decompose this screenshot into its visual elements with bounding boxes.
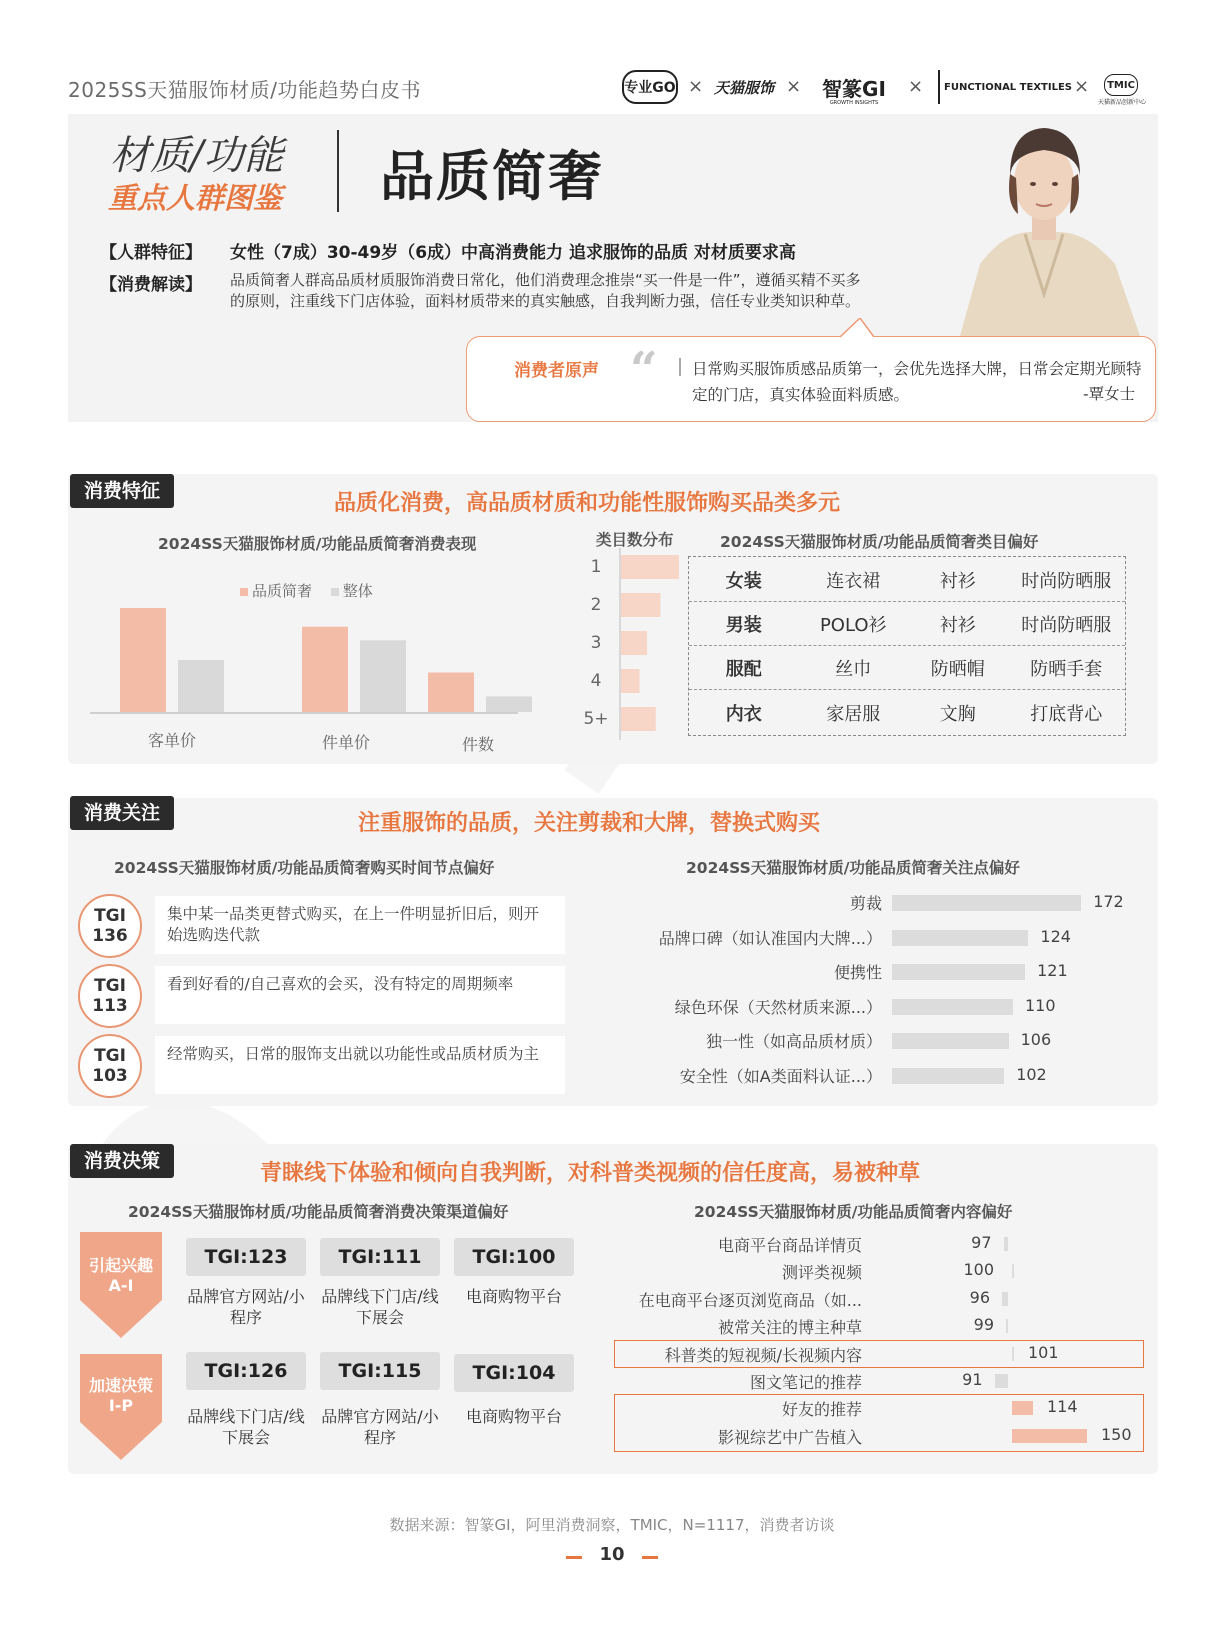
tgi-badge <box>78 894 142 958</box>
table-cell: 男装 <box>725 614 762 636</box>
logo-tmic-caption: 天猫新品创新中心 <box>1097 98 1146 106</box>
category-count-title: 类目数分布 <box>596 531 674 549</box>
table-cell: 防晒手套 <box>1030 658 1103 680</box>
reading-text: 品质简奢人群高品质材质服饰消费日常化，他们消费理念推崇“买一件是一件”，遵循买精不买多的原则，注重线下门店体验，面料材质带来的真实触感，自我判断力强，信任专业类知识种草。 <box>230 271 861 310</box>
timing-item: 看到好看的/自己喜欢的会买，没有特定的周期频率 <box>155 966 565 1024</box>
section-headline-features: 品质化消费，高品质材质和功能性服饰购买品类多元 <box>334 491 841 516</box>
content-label: 好友的推荐 <box>781 1400 862 1420</box>
table-row <box>689 690 1125 735</box>
logo-tmic: TMIC <box>1104 74 1138 96</box>
table-row <box>689 601 1125 646</box>
x-label-item-price: 件单价 <box>322 733 371 752</box>
focus-label: 便携性 <box>833 963 882 982</box>
channel-tgi: TGI:123 <box>186 1238 306 1276</box>
count-bar <box>621 669 640 693</box>
count-label: 5+ <box>583 709 609 729</box>
content-label: 科普类的短视频/长视频内容 <box>664 1345 862 1365</box>
content-value: 99 <box>973 1315 994 1335</box>
purchase-timing-title: 2024SS天猫服饰材质/功能品质简奢购买时间节点偏好 <box>114 859 495 877</box>
channel-label: 品牌官方网站/小程序 <box>321 1407 439 1447</box>
section-tag-focus: 消费关注 <box>70 796 174 830</box>
focus-bar <box>892 895 1081 911</box>
content-label: 被常关注的博主种草 <box>717 1318 862 1338</box>
table-cell: 衬衫 <box>939 570 976 592</box>
section-headline-decision: 青睐线下体验和倾向自我判断，对科普类视频的信任度高，易被种草 <box>260 1161 921 1186</box>
stage-label-interest <box>80 1256 162 1296</box>
hero-subtitle: 重点人群图鉴 <box>108 181 283 215</box>
logo-growth-insights: GROWTH INSIGHTS <box>829 100 879 106</box>
timing-item: 集中某一品类更替式购买，在上一件明显折旧后，则开始选购迭代款 <box>155 896 565 954</box>
bar-persona <box>428 672 474 712</box>
content-label: 图文笔记的推荐 <box>749 1373 862 1392</box>
channel-tgi: TGI:104 <box>454 1354 574 1392</box>
category-pref-title: 2024SS天猫服饰材质/功能品质简奢类目偏好 <box>720 533 1039 551</box>
content-bar <box>995 1374 1009 1388</box>
table-row <box>689 557 1125 602</box>
legend-swatch-persona <box>240 588 248 596</box>
channel-tgi: TGI:115 <box>320 1352 440 1390</box>
tgi-value: 103 <box>92 1066 128 1086</box>
logo-zhuanye: 专业GO <box>622 70 678 104</box>
logo-separator: × <box>786 76 802 97</box>
legend-swatch-overall <box>331 588 339 596</box>
tgi-label: TGI <box>94 1046 126 1066</box>
content-value: 101 <box>1028 1342 1059 1362</box>
hero-divider <box>337 130 339 212</box>
table-cell: 文胸 <box>939 703 976 725</box>
spend-performance-chart <box>90 600 550 726</box>
focus-bar <box>892 1033 1009 1049</box>
content-value: 100 <box>963 1260 994 1280</box>
table-cell: 打底背心 <box>1030 703 1103 725</box>
content-label: 影视综艺中广告植入 <box>717 1427 862 1447</box>
focus-label: 绿色环保（天然材质来源...） <box>674 997 882 1017</box>
tgi-label: TGI <box>94 906 126 926</box>
content-label: 电商平台商品详情页 <box>717 1236 862 1255</box>
document-title: 2025SS天猫服饰材质/功能趋势白皮书 <box>68 78 422 102</box>
traits-text: 女性（7成）30-49岁（6成）中高消费能力 追求服饰的品质 对材质要求高 <box>230 243 796 263</box>
content-value: 97 <box>971 1233 992 1252</box>
count-bar <box>621 555 679 579</box>
section-tag-features: 消费特征 <box>70 474 174 508</box>
content-value: 96 <box>969 1287 990 1307</box>
bar-overall <box>178 660 224 712</box>
focus-value: 172 <box>1093 892 1124 911</box>
data-source-note: 数据来源：智篆GI，阿里消费洞察，TMIC，N=1117，消费者访谈 <box>389 1516 835 1534</box>
tgi-value: 136 <box>92 926 128 946</box>
timing-item: 经常购买，日常的服饰支出就以功能性或品质材质为主 <box>155 1036 565 1094</box>
table-cell: 连衣裙 <box>826 570 881 592</box>
stage-title: 加速决策 <box>88 1376 153 1395</box>
tgi-badge <box>78 964 142 1028</box>
focus-chart-title: 2024SS天猫服饰材质/功能品质简奢关注点偏好 <box>686 859 1020 877</box>
table-cell: 女装 <box>725 570 762 592</box>
stage-title: 引起兴趣 <box>88 1256 153 1275</box>
count-bar <box>621 707 656 731</box>
chart-legend <box>240 580 373 601</box>
table-cell: POLO衫 <box>819 614 887 636</box>
bar-persona <box>120 608 166 712</box>
count-bar <box>621 631 647 655</box>
focus-label: 安全性（如A类面料认证...） <box>679 1066 882 1086</box>
highlight-box-friend-ads <box>614 1394 1144 1452</box>
channel-label: 电商购物平台 <box>465 1407 562 1426</box>
logo-tmall-fashion: 天猫服饰 <box>713 78 774 97</box>
bar-persona <box>302 627 348 712</box>
tgi-value: 113 <box>92 996 128 1016</box>
focus-value: 102 <box>1016 1064 1047 1084</box>
table-cell: 时尚防晒服 <box>1021 570 1112 592</box>
quote-pointer <box>840 318 880 340</box>
count-label: 2 <box>590 595 602 615</box>
content-value: 114 <box>1047 1397 1078 1417</box>
logo-separator: × <box>1074 76 1090 97</box>
content-label: 在电商平台逐页浏览商品（如... <box>638 1290 862 1310</box>
persona-name: 品质简奢 <box>380 145 604 208</box>
table-cell: 时尚防晒服 <box>1021 614 1112 636</box>
content-bar <box>1012 1264 1014 1278</box>
quote-author: -覃女士 <box>1083 385 1136 403</box>
tgi-badge <box>78 1034 142 1098</box>
logo-zhizhuan-gi: 智篆GI <box>822 76 886 101</box>
traits-label: 【人群特征】 <box>100 243 202 263</box>
highlight-box-science-video <box>614 1340 1144 1368</box>
table-row <box>689 645 1125 690</box>
channel-tgi: TGI:111 <box>320 1238 440 1276</box>
focus-value: 124 <box>1040 926 1071 946</box>
logo-functional-textiles: FUNCTIONAL TEXTILES <box>938 70 1064 104</box>
table-cell: 内衣 <box>725 703 762 725</box>
logo-separator: × <box>688 76 704 97</box>
x-label-item-count: 件数 <box>462 735 495 754</box>
focus-value: 110 <box>1025 995 1056 1015</box>
page-number: 10 <box>599 1544 625 1565</box>
focus-bar <box>892 930 1028 946</box>
reading-label: 【消费解读】 <box>100 275 202 295</box>
model-portrait-image <box>930 114 1158 336</box>
logo-separator: × <box>908 76 924 97</box>
count-bar <box>621 593 660 617</box>
focus-label: 品牌口碑（如认准国内大牌...） <box>658 928 882 948</box>
quote-divider <box>679 358 681 376</box>
channel-label: 品牌线下门店/线下展会 <box>321 1287 439 1327</box>
hero-title: 材质/功能 <box>110 133 284 179</box>
count-label: 1 <box>590 557 602 577</box>
x-label-order-price: 客单价 <box>148 731 197 750</box>
quote-label: 消费者原声 <box>514 361 599 381</box>
focus-label: 独一性（如高品质材质） <box>705 1032 882 1051</box>
content-bar <box>1006 1319 1008 1333</box>
table-cell: 衬衫 <box>939 614 976 636</box>
content-value: 91 <box>962 1370 983 1389</box>
focus-value: 121 <box>1037 961 1068 980</box>
focus-bar <box>892 964 1025 980</box>
channel-label: 电商购物平台 <box>465 1287 562 1306</box>
focus-bar <box>892 1068 1004 1084</box>
category-preference-table <box>688 556 1126 736</box>
section-tag-decision: 消费决策 <box>70 1144 174 1178</box>
content-label: 测评类视频 <box>781 1263 862 1283</box>
focus-value: 106 <box>1020 1030 1052 1049</box>
table-cell: 服配 <box>725 658 762 680</box>
tgi-label: TGI <box>94 976 126 996</box>
content-bar <box>1004 1237 1009 1251</box>
channel-tgi: TGI:126 <box>186 1352 306 1390</box>
count-label: 4 <box>590 671 602 691</box>
table-cell: 丝巾 <box>835 658 872 680</box>
focus-bar <box>892 999 1013 1015</box>
quote-text: 日常购买服饰质感品质第一，会优先选择大牌，日常会定期光顾特定的门店，真实体验面料质感。 <box>692 360 1142 404</box>
quote-mark-icon: “ <box>630 342 658 398</box>
channel-label: 品牌线下门店/线下展会 <box>187 1407 305 1447</box>
channel-label: 品牌官方网站/小程序 <box>187 1287 305 1327</box>
channel-pref-title: 2024SS天猫服饰材质/功能品质简奢消费决策渠道偏好 <box>128 1203 509 1221</box>
content-value: 150 <box>1101 1424 1132 1444</box>
content-pref-title: 2024SS天猫服饰材质/功能品质简奢内容偏好 <box>694 1203 1013 1221</box>
legend-label-persona: 品质简奢 <box>252 582 313 600</box>
stage-label-decision <box>80 1376 162 1416</box>
page-number-dash <box>642 1556 658 1559</box>
stage-code: I-P <box>108 1396 134 1415</box>
category-count-chart <box>578 548 688 740</box>
count-label: 3 <box>590 633 602 653</box>
focus-label: 剪裁 <box>849 894 882 913</box>
table-cell: 家居服 <box>826 703 881 725</box>
section-headline-focus: 注重服饰的品质，关注剪裁和大牌，替换式购买 <box>358 811 821 836</box>
bar-overall <box>360 640 406 712</box>
legend-label-overall: 整体 <box>342 582 373 600</box>
channel-tgi: TGI:100 <box>454 1238 574 1276</box>
stage-code: A-I <box>108 1276 134 1295</box>
bar-overall <box>486 696 532 712</box>
table-cell: 防晒帽 <box>930 658 985 680</box>
spend-chart-title: 2024SS天猫服饰材质/功能品质简奢消费表现 <box>158 535 477 553</box>
content-bar <box>1002 1292 1008 1306</box>
